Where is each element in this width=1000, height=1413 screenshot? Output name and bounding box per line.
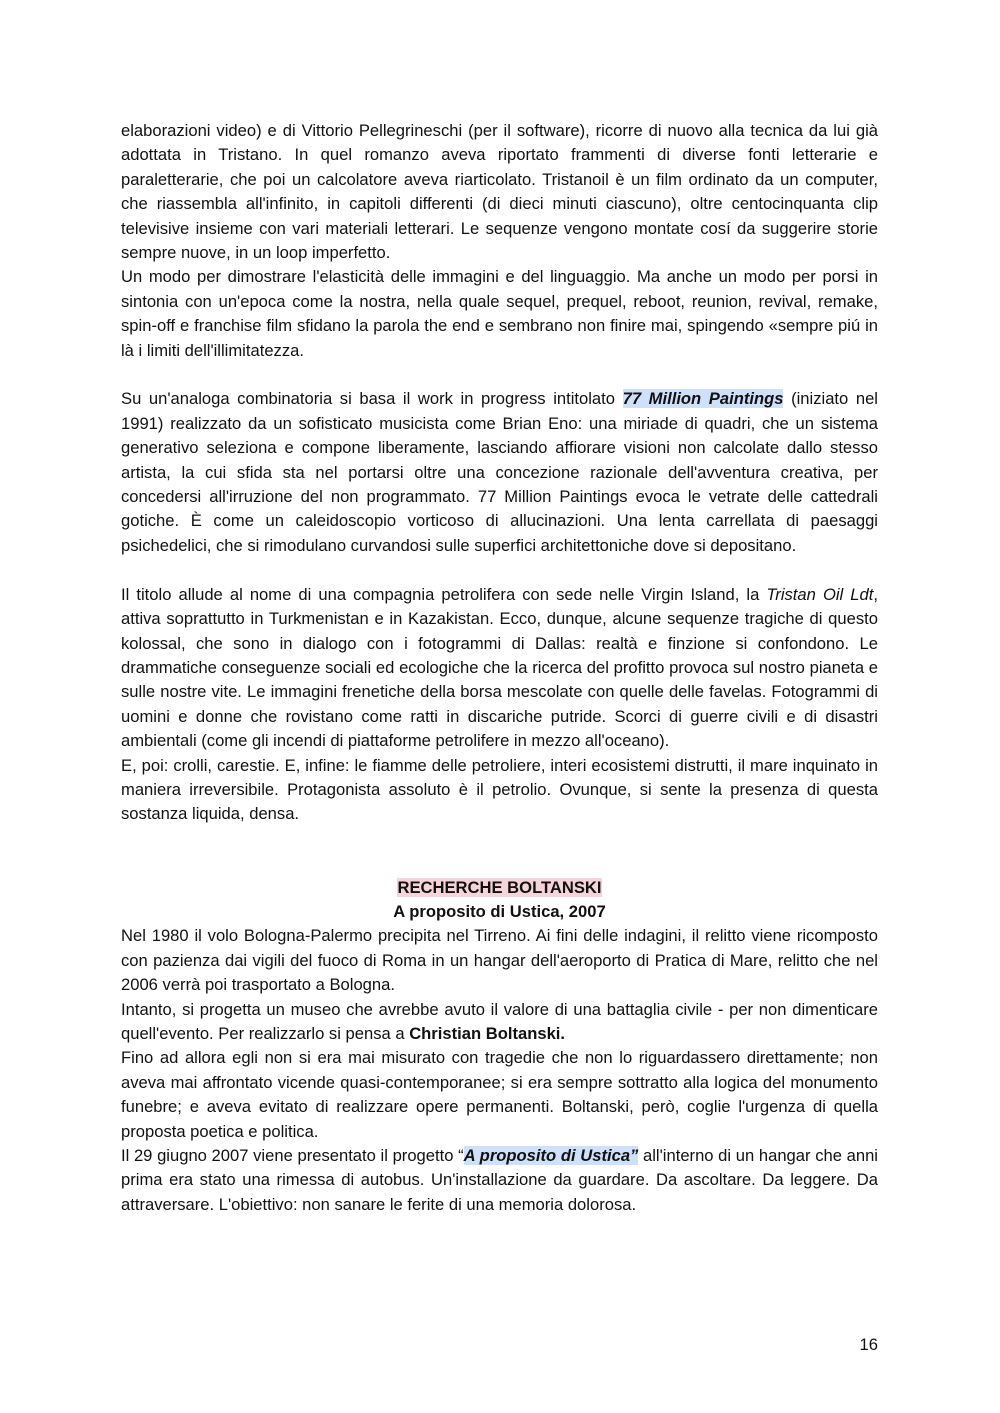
section-subheading: A proposito di Ustica, 2007	[393, 901, 606, 921]
paragraph-gap	[121, 558, 878, 582]
paragraph-gap	[121, 363, 878, 387]
paragraph-elasticity: Un modo per dimostrare l'elasticità delle immagini e del linguaggio. Ma anche un modo per porsi in sintonia con un'epoca come la nostra, nella quale sequel, prequel, reboot, reunion, revival, remake, spin-off e franchise film sfidano la parola the end e sembrano non finire mai, spingendo «sempre piú in là i limiti dell'illimitatezza.	[121, 267, 878, 360]
page-number: 16	[859, 1335, 878, 1354]
paragraph-ustica-crash: Nel 1980 il volo Bologna-Palermo precipita nel Tirreno. Ai fini delle indagini, il relitto viene ricomposto con pazienza dai vigili del fuoco di Roma in un hangar dell'aeroporto di Pratica di Mare, relitto che nel 2006 verrà poi trasportato a Bologna.	[121, 926, 878, 995]
text-run: Il titolo allude al nome di una compagnia petrolifera con sede nelle Virgin Island, la	[121, 584, 767, 604]
highlighted-title-ustica: A proposito di Ustica”	[463, 1146, 639, 1166]
paragraph-boltanski: Fino ad allora egli non si era mai misurato con tragedie che non lo riguardassero direttamente; non aveva mai affrontato vicende quasi-contemporanee; si era sempre sottratto alla logica del monumento funebre; e aveva evitato di realizzare opere permanenti. Boltanski, però, coglie l'urgenza di quella proposta poetica e politica.	[121, 1048, 878, 1141]
paragraph-tristanoil: elaborazioni video) e di Vittorio Pellegrineschi (per il software), ricorre di nuovo alla tecnica da lui già adottata in Tristano. In quel romanzo aveva riportato frammenti di diverse fonti letterarie e paraletterarie, che poi un calcolatore aveva riarticolato. Tristanoil è un film ordinato da un computer, che riassembla all'infinito, in capitoli differenti (di dieci minuti ciascuno), oltre centocinquanta clip televisive insieme con vari materiali letterari. Le sequenze vengono montate cosí da suggerire storie sempre nuove, in un loop imperfetto.	[121, 121, 878, 263]
text-run: all'interno di un hangar che anni prima era stato una rimessa di autobus. Un'installazione da guardare. Da ascoltare. Da leggere. Da attraversare. L'obiettivo: non sanare le ferite di una memoria dolorosa.	[121, 1146, 878, 1214]
text-run: , attiva soprattutto in Turkmenistan e in Kazakistan. Ecco, dunque, alcune sequenze tragiche di questo kolossal, che sono in dialogo con i fotogrammi di Dallas: realtà e finzione si confondono. Le drammatiche conseguenze sociali ed ecologiche che la ricerca del profitto provoca sul nostro pianeta e sulle nostre vite. Le immagini frenetiche della borsa mescolate con quelle delle favelas. Fotogrammi di uomini e donne che rovistano come ratti in discariche putride. Scorci di guerre civili e di disastri ambientali (come gli incendi di piattaforme petrolifere in mezzo all'oceano).	[121, 584, 878, 751]
text-run: Su un'analoga combinatoria si basa il work in progress intitolato	[121, 389, 623, 409]
bold-artist-name: Christian Boltanski.	[409, 1023, 566, 1043]
page-body	[121, 119, 878, 1217]
text-run: Intanto, si progetta un museo che avrebbe avuto il valore di una battaglia civile - per non dimenticare quell'evento. Per realizzarlo si pensa a	[121, 999, 878, 1043]
paragraph-installation	[121, 1144, 878, 1217]
section-heading	[121, 876, 878, 900]
section-gap	[121, 827, 878, 876]
paragraph-museum	[121, 998, 878, 1047]
highlighted-title-77-million-paintings: 77 Million Paintings	[622, 389, 784, 409]
text-run: (iniziato nel 1991) realizzato da un sofisticato musicista come Brian Eno: una miriade di quadri, che un sistema generativo seleziona e compone liberamente, lasciando affiorare visioni non calcolate dallo stesso artista, la cui sfida sta nel portarsi oltre una concezione razionale dell'avventura creativa, per concedersi all'irruzione del non programmato. 77 Million Paintings evoca le vetrate delle cattedrali gotiche. È come un caleidoscopio vorticoso di allucinazioni. Una lenta carrellata di paesaggi psichedelici, che si rimodulano curvandosi sulle superfici architettoniche dove si depositano.	[121, 389, 878, 555]
italic-company-name: Tristan Oil Ldt	[766, 584, 874, 604]
paragraph-77-million-paintings	[121, 387, 878, 558]
text-run: Il 29 giugno 2007 viene presentato il progetto “	[121, 1146, 464, 1166]
section-heading-text: RECHERCHE BOLTANSKI	[397, 877, 602, 897]
paragraph-tristan-oil	[121, 583, 878, 754]
paragraph-oil-crisis: E, poi: crolli, carestie. E, infine: le fiamme delle petroliere, interi ecosistemi distrutti, il mare inquinato in maniera irreversibile. Protagonista assoluto è il petrolio. Ovunque, si sente la presenza di questa sostanza liquida, densa.	[121, 755, 878, 824]
